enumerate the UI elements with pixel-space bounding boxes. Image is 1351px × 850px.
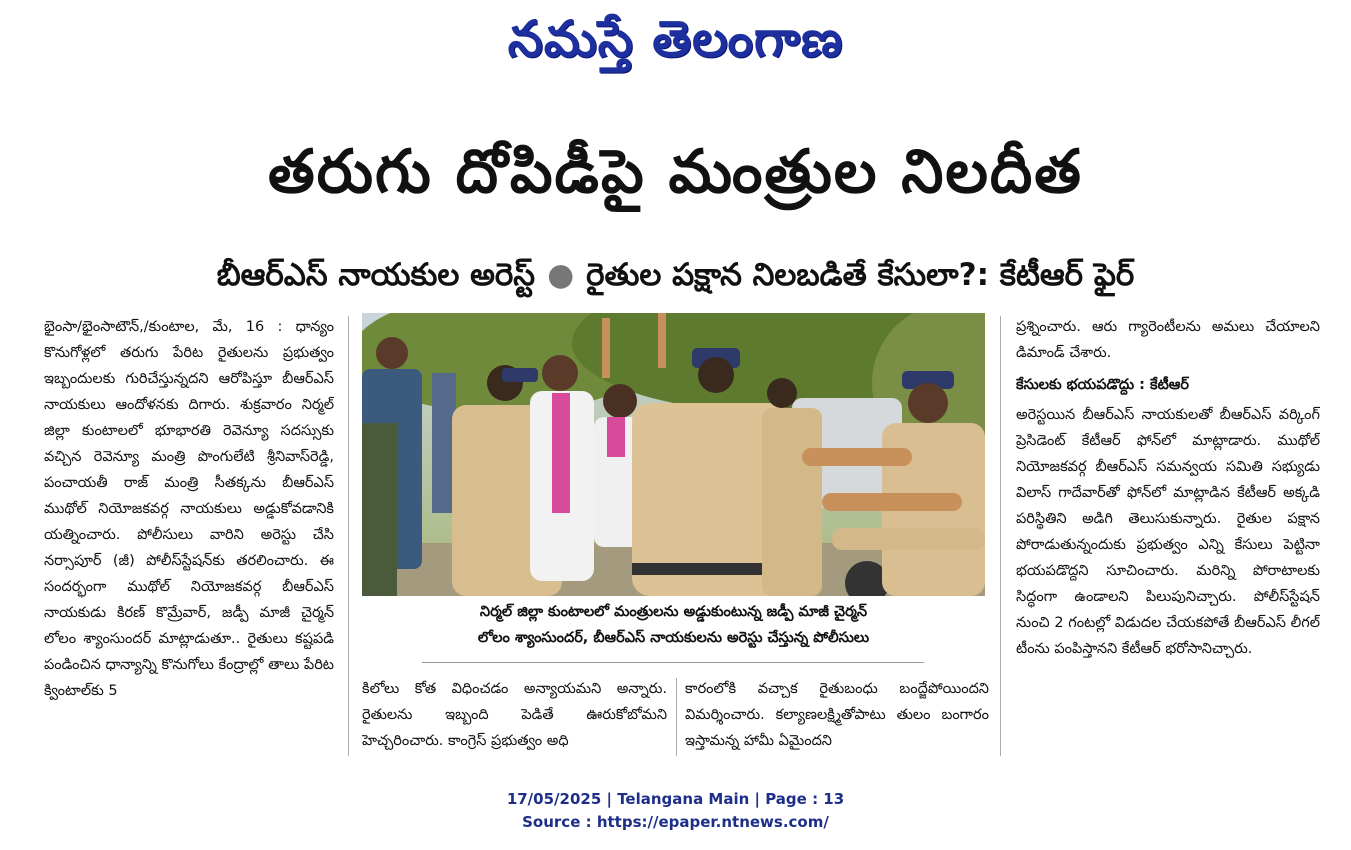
- photo-illustration: [362, 313, 985, 596]
- bullet-icon: ●: [547, 257, 575, 293]
- news-photo-police-arrest: [362, 313, 985, 596]
- headline: తరుగు దోపిడీపై మంత్రుల నిలదీత: [268, 137, 1083, 207]
- photo-caption: [362, 599, 985, 651]
- footer-date-edition: 17/05/2025 | Telangana Main | Page : 13: [506, 790, 845, 808]
- footer-source: Source : https://epaper.ntnews.com/: [522, 813, 829, 831]
- column-4-intro: ప్రశ్నించారు. ఆరు గ్యారెంటీలను అమలు చేయాలని డిమాండ్ చేశారు.: [1016, 319, 1320, 361]
- article-column-1: [44, 314, 334, 754]
- caption-divider: [422, 662, 924, 663]
- column-divider: [348, 316, 349, 756]
- column-1-text: భైంసా/భైంసాటౌన్,/కుంటాల, మే, 16 : ధాన్యం కొనుగోళ్లలో తరుగు పేరిట రైతులను ప్రభుత్వం ఇబ్బందులకు గురిచేస్తున్నదని ఆరోపిస్తూ బీఆర్ఎస్ నాయకులు ఆందోళనకు దిగారు. శుక్రవారం నిర్మల్ జిల్లా కుంటాలలో భూభారతి రెవెన్యూ సదస్సుకు వచ్చిన రెవెన్యూ మంత్రి పొంగులేటి శ్రీనివాస్‌రెడ్డి, పంచాయతీ రాజ్ మంత్రి సీతక్కను బీఆర్ఎస్ ముథోల్ నియోజకవర్గ నాయకులు అడ్డుకోవడానికి యత్నించారు. పోలీసులు వారిని అరెస్టు చేసి నర్సాపూర్ (జీ) పోలీస్‌స్టేషన్‌కు తరలించారు. ఈ సందర్భంగా ముథోల్ నియోజకవర్గ బీఆర్ఎస్ నాయకుడు కిరణ్ కొమ్రేవార్, జడ్పీ మాజీ చైర్మన్ లోలం శ్యాంసుందర్ మాట్లాడుతూ.. రైతులు కష్టపడి పండించిన ధాన్యాన్ని కొనుగోలు కేంద్రాల్లో తాలు పేరిట క్వింటాల్‌కు 5: [44, 319, 334, 699]
- subhead-left: బీఆర్ఎస్ నాయకుల అరెస్ట్: [216, 257, 536, 293]
- article-column-3: [685, 676, 989, 756]
- column-divider: [676, 678, 677, 756]
- subheadline: [0, 252, 1351, 298]
- column-divider: [1000, 316, 1001, 756]
- column-3-text: కారంలోకి వచ్చాక రైతుబంధు బంద్జేపోయిందని విమర్శించారు. కల్యాణలక్ష్మితోపాటు తులం బంగారం ఇస్తామన్న హామీ ఏమైందని: [685, 681, 989, 749]
- article-column-2: [362, 676, 667, 756]
- column-2-text: కిలోలు కోత విధించడం అన్యాయమని అన్నారు. రైతులను ఇబ్బంది పెడితే ఊరుకోబోమని హెచ్చరించారు. కాంగ్రెస్ ప్రభుత్వం అధి: [362, 681, 667, 749]
- caption-line-2: లోలం శ్యాంసుందర్, బీఆర్ఎస్ నాయకులను అరెస్టు చేస్తున్న పోలీసులు: [477, 630, 870, 646]
- column-4-body: అరెస్టయిన బీఆర్ఎస్ నాయకులతో బీఆర్ఎస్ వర్కింగ్ ప్రెసిడెంట్ కేటీఆర్ ఫోన్‌లో మాట్లాడారు. ముథోల్ నియోజకవర్గ బీఆర్ఎస్ సమన్వయ సమితి సభ్యుడు విలాస్ గాదేవార్‌తో ఫోన్‌లో మాట్లాడిన కేటీఆర్ అక్కడి పరిస్థితిని అడిగి తెలుసుకున్నారు. రైతుల పక్షాన పోరాడుతున్నందుకు ప్రభుత్వం ఎన్ని కేసులు పెట్టినా భయపడొద్దని సూచించారు. మరిన్ని పోరాటాలకు సిద్ధంగా ఉండాలని పిలుపునిచ్చారు. పోలీస్‌స్టేషన్ నుంచి 2 గంటల్లో విడుదల చేయకపోతే బీఆర్ఎస్ లీగల్ టీంను పంపిస్తానని కేటీఆర్ భరోసానిచ్చారు.: [1016, 407, 1320, 657]
- masthead-logo: నమస్తే తెలంగాణ: [507, 10, 844, 68]
- column-4-subheading: కేసులకు భయపడొద్దు : కేటీఆర్: [1016, 377, 1189, 393]
- article-column-4: [1016, 314, 1320, 754]
- page-footer: [0, 788, 1351, 834]
- caption-line-1: నిర్మల్ జిల్లా కుంటాలలో మంత్రులను అడ్డుకుంటున్న జడ్పీ మాజీ చైర్మన్: [479, 604, 868, 620]
- subhead-right: రైతుల పక్షాన నిలబడితే కేసులా?: కేటీఆర్ ఫైర్: [586, 257, 1135, 293]
